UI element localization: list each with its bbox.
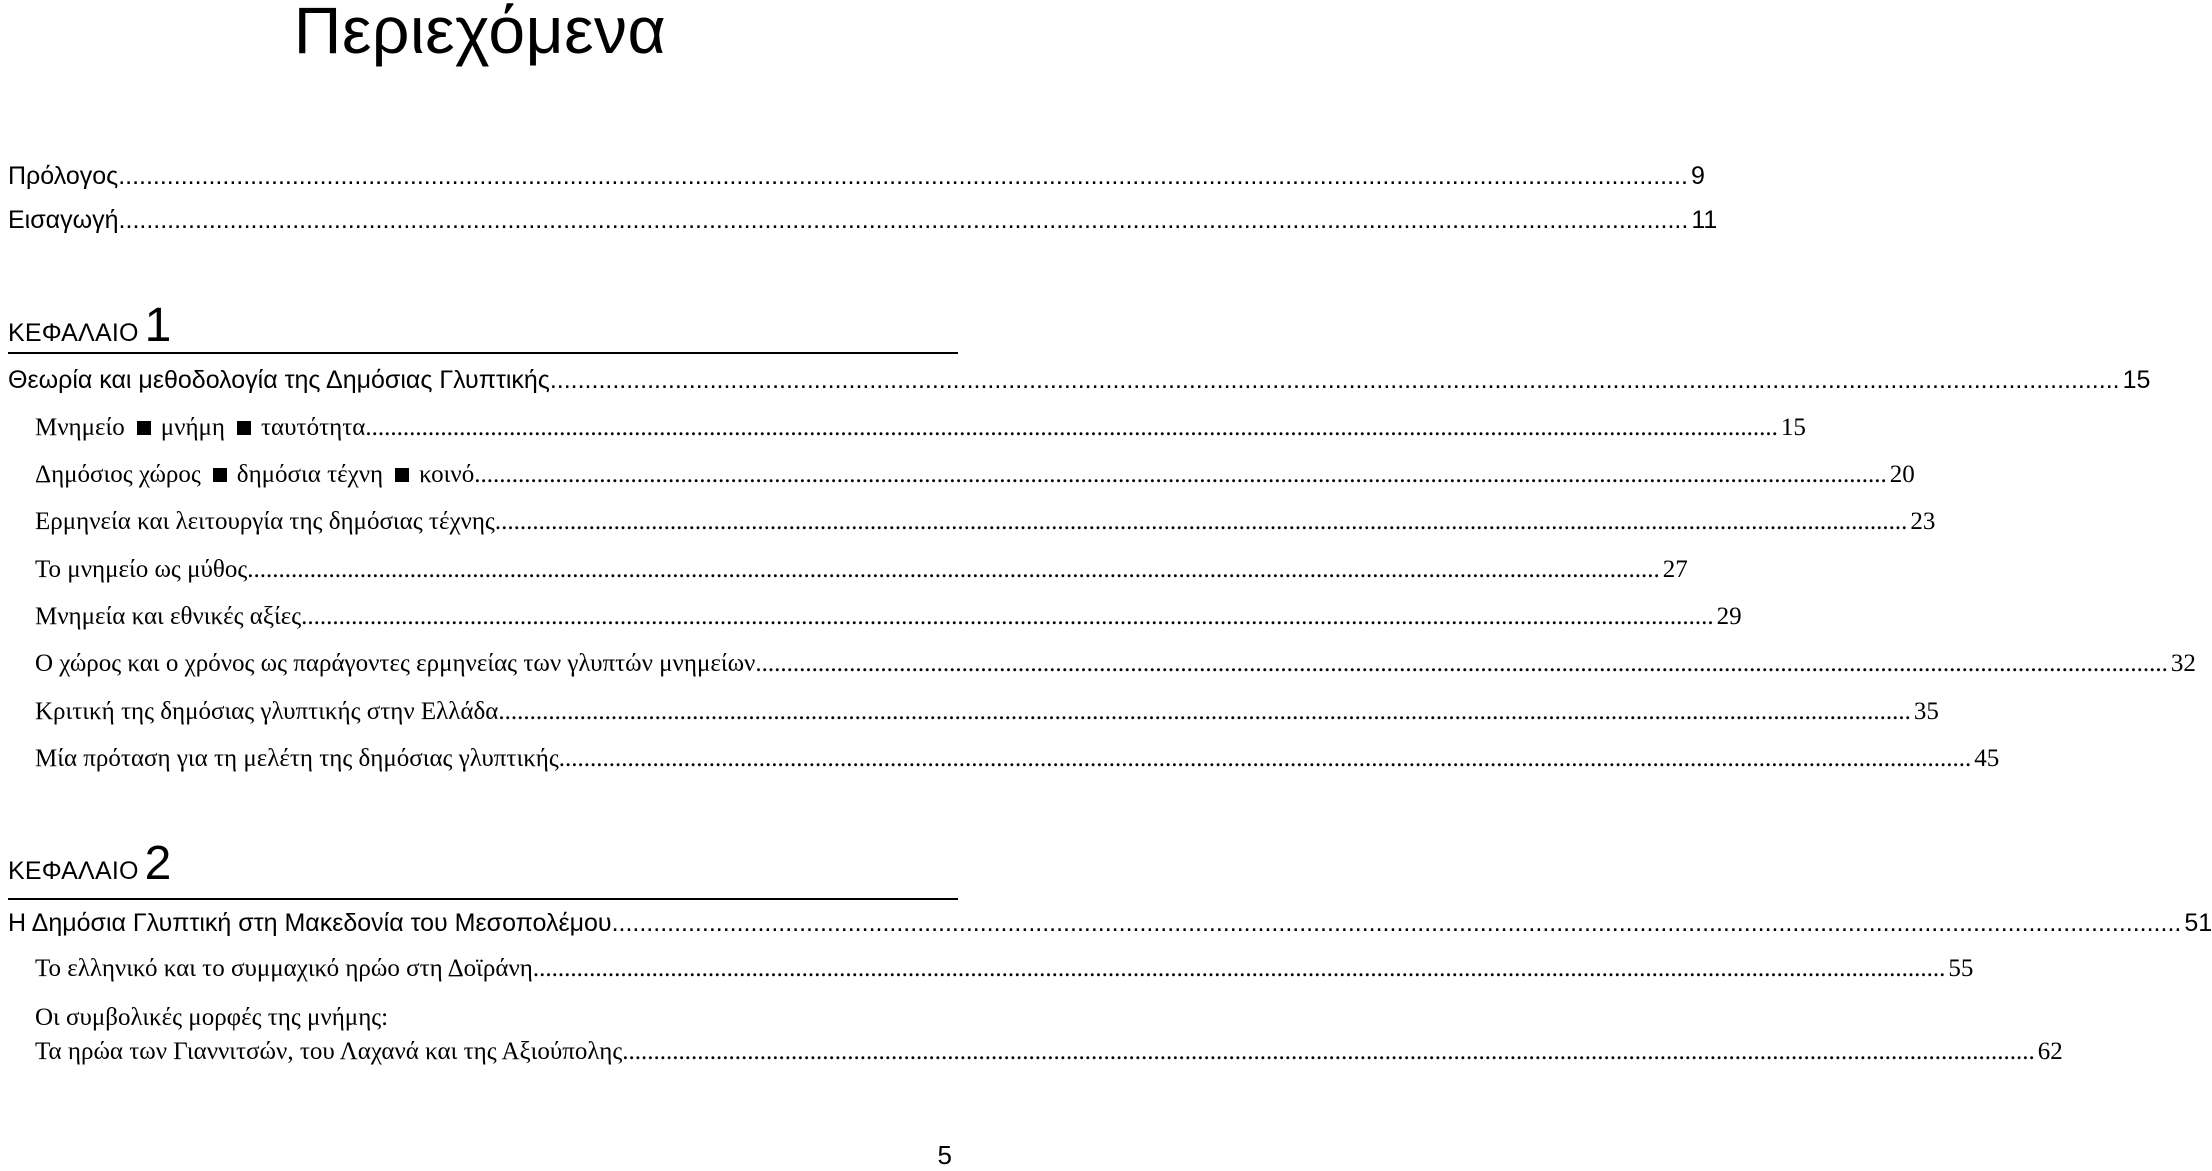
- toc-entry-page: 15: [1780, 414, 1806, 441]
- toc-entry-heading-line[interactable]: [35, 1004, 952, 1032]
- term: κοινό: [419, 461, 475, 488]
- toc-entry-page: 15: [2122, 366, 2151, 394]
- toc-entry-prologue[interactable]: [8, 162, 1705, 191]
- toc-entry-text: Μνημεία και εθνικές αξίες: [35, 603, 302, 630]
- toc-entry-text: Τα ηρώα των Γιαννιτσών, του Λαχανά και της Αξιούπολης: [35, 1038, 623, 1065]
- toc-entry-page: 27: [1662, 556, 1688, 583]
- toc-entry-monument-memory-identity[interactable]: [35, 414, 1806, 442]
- term: ταυτότητα: [261, 414, 366, 441]
- toc-entry-text: Θεωρία και μεθοδολογία της Δημόσιας Γλυπτικής: [8, 366, 550, 394]
- term: Μνημείο: [35, 414, 125, 441]
- toc-entry-text: Ο χώρος και ο χρόνος ως παράγοντες ερμηνείας των γλυπτών μνημείων: [35, 650, 756, 677]
- toc-entry-text: Πρόλογος: [8, 162, 119, 190]
- leader-dots: ..................................................................................................................................................................................................................................: [118, 162, 1688, 190]
- leader-dots: ..................................................................................................................................................................................................................................: [247, 556, 1660, 583]
- leader-dots: ..................................................................................................................................................................................................................................: [301, 603, 1714, 630]
- chapter-2-heading: [8, 836, 958, 900]
- toc-entry-page: 29: [1716, 603, 1742, 630]
- toc-entry[interactable]: [35, 698, 1939, 726]
- page-title: Περιεχόμενα: [293, 0, 667, 67]
- leader-dots: ..................................................................................................................................................................................................................................: [474, 461, 1887, 488]
- leader-dots: ..................................................................................................................................................................................................................................: [532, 955, 1946, 982]
- toc-entry-text: Μία πρόταση για τη μελέτη της δημόσιας γλυπτικής: [35, 745, 559, 772]
- leader-dots: ..................................................................................................................................................................................................................................: [755, 650, 2168, 677]
- term: δημόσια τέχνη: [236, 461, 384, 488]
- leader-dots: ..................................................................................................................................................................................................................................: [558, 745, 1972, 772]
- term: μνήμη: [160, 414, 225, 441]
- toc-entry-introduction[interactable]: [8, 206, 1718, 235]
- leader-dots: ..................................................................................................................................................................................................................................: [549, 366, 2120, 394]
- toc-entry-page: 32: [2170, 650, 2196, 677]
- toc-entry-text: Η Δημόσια Γλυπτική στη Μακεδονία του Μεσοπολέμου: [8, 909, 612, 937]
- chapter-number: 1: [144, 299, 172, 352]
- term: Δημόσιος χώρος: [35, 461, 201, 488]
- toc-entry[interactable]: [35, 745, 2000, 773]
- square-bullet-icon: [237, 421, 251, 435]
- toc-entry-text: Εισαγωγή: [8, 206, 119, 234]
- toc-entry-page: 11: [1691, 206, 1718, 234]
- square-bullet-icon: [137, 421, 151, 435]
- toc-entry-chapter1-main[interactable]: [8, 366, 2151, 395]
- toc-entry-chapter2-main[interactable]: [8, 909, 2212, 938]
- page-number: 5: [937, 1140, 952, 1170]
- toc-entry-page: 35: [1913, 698, 1939, 725]
- toc-entry[interactable]: [35, 603, 1742, 631]
- square-bullet-icon: [395, 468, 409, 482]
- toc-entry-page: 51: [2184, 909, 2212, 937]
- leader-dots: ..................................................................................................................................................................................................................................: [622, 1038, 2035, 1065]
- toc-entry-text: Το ελληνικό και το συμμαχικό ηρώο στη Δοϊράνη: [35, 955, 533, 982]
- toc-entry-text: [35, 461, 474, 489]
- square-bullet-icon: [213, 468, 227, 482]
- leader-dots: ..................................................................................................................................................................................................................................: [494, 508, 1908, 535]
- chapter-number: 2: [144, 837, 172, 890]
- toc-entry-page: 23: [1910, 508, 1936, 535]
- toc-entry[interactable]: [35, 556, 1688, 584]
- toc-entry[interactable]: [35, 1038, 2063, 1066]
- toc-entry-text: Κριτική της δημόσιας γλυπτικής στην Ελλάδα: [35, 698, 499, 725]
- toc-entry-text: Ερμηνεία και λειτουργία της δημόσιας τέχνης: [35, 508, 495, 535]
- leader-dots: ..................................................................................................................................................................................................................................: [498, 698, 1911, 725]
- leader-dots: ..................................................................................................................................................................................................................................: [611, 909, 2182, 937]
- toc-entry-page: 20: [1889, 461, 1915, 488]
- chapter-label: ΚΕΦΑΛΑΙΟ: [8, 319, 139, 347]
- chapter-label: ΚΕΦΑΛΑΙΟ: [8, 857, 139, 885]
- toc-entry-page: 45: [1974, 745, 2000, 772]
- toc-entry[interactable]: [35, 955, 1974, 983]
- leader-dots: ..................................................................................................................................................................................................................................: [365, 414, 1778, 441]
- toc-entry-text: Το μνημείο ως μύθος: [35, 556, 248, 583]
- toc-entry[interactable]: [35, 650, 2196, 678]
- toc-entry-public-space-art-audience[interactable]: [35, 461, 1915, 489]
- chapter-1-heading: [8, 298, 958, 354]
- toc-entry[interactable]: [35, 508, 1936, 536]
- toc-entry-page: 9: [1690, 162, 1705, 190]
- leader-dots: ..................................................................................................................................................................................................................................: [118, 206, 1689, 234]
- toc-entry-page: 62: [2037, 1038, 2063, 1065]
- toc-entry-text: [35, 414, 365, 442]
- toc-entry-text: Οι συμβολικές μορφές της μνήμης:: [35, 1004, 389, 1031]
- toc-entry-page: 55: [1948, 955, 1974, 982]
